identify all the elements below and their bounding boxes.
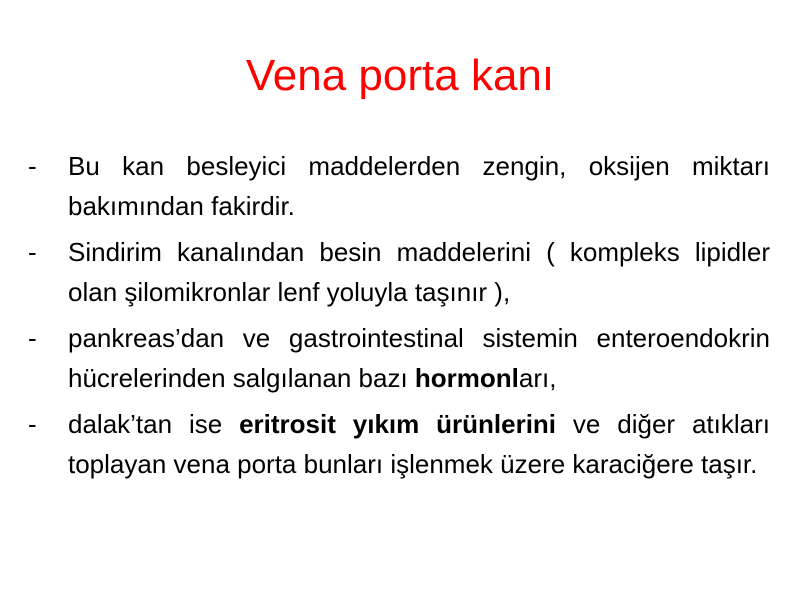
bullet-text-bold: eritrosit yıkım ürünlerini (239, 409, 557, 439)
bullet-marker: - (28, 151, 37, 181)
bullet-text: ve diğer atıkları toplayan vena porta bunları işlenmek üzere karaciğere taşır. (68, 409, 770, 479)
bullet-text: Bu kan besleyici maddelerden zengin, oksijen miktarı bakımından fakirdir. (68, 151, 770, 221)
slide-title: Vena porta kanı (245, 51, 555, 100)
bullet-marker: - (28, 237, 37, 267)
bullet-item (28, 146, 770, 226)
bullet-marker: - (28, 323, 37, 353)
bullet-item (28, 404, 770, 484)
bullet-text-bold: hormonl (414, 363, 519, 393)
bullet-item (28, 232, 770, 312)
bullet-text: pankreas’dan ve gastrointestinal sistemin enteroendokrin hücrelerinden salgılanan bazı (68, 323, 770, 393)
bullet-text: dalak’tan ise (68, 409, 240, 439)
bullet-marker: - (28, 409, 37, 439)
bullet-item (28, 318, 770, 398)
bullet-text: Sindirim kanalından besin maddelerini ( kompleks lipidler olan şilomikronlar lenf yoluyla taşınır ), (68, 237, 770, 307)
bullet-list (28, 146, 770, 490)
bullet-text: arı, (518, 363, 557, 393)
